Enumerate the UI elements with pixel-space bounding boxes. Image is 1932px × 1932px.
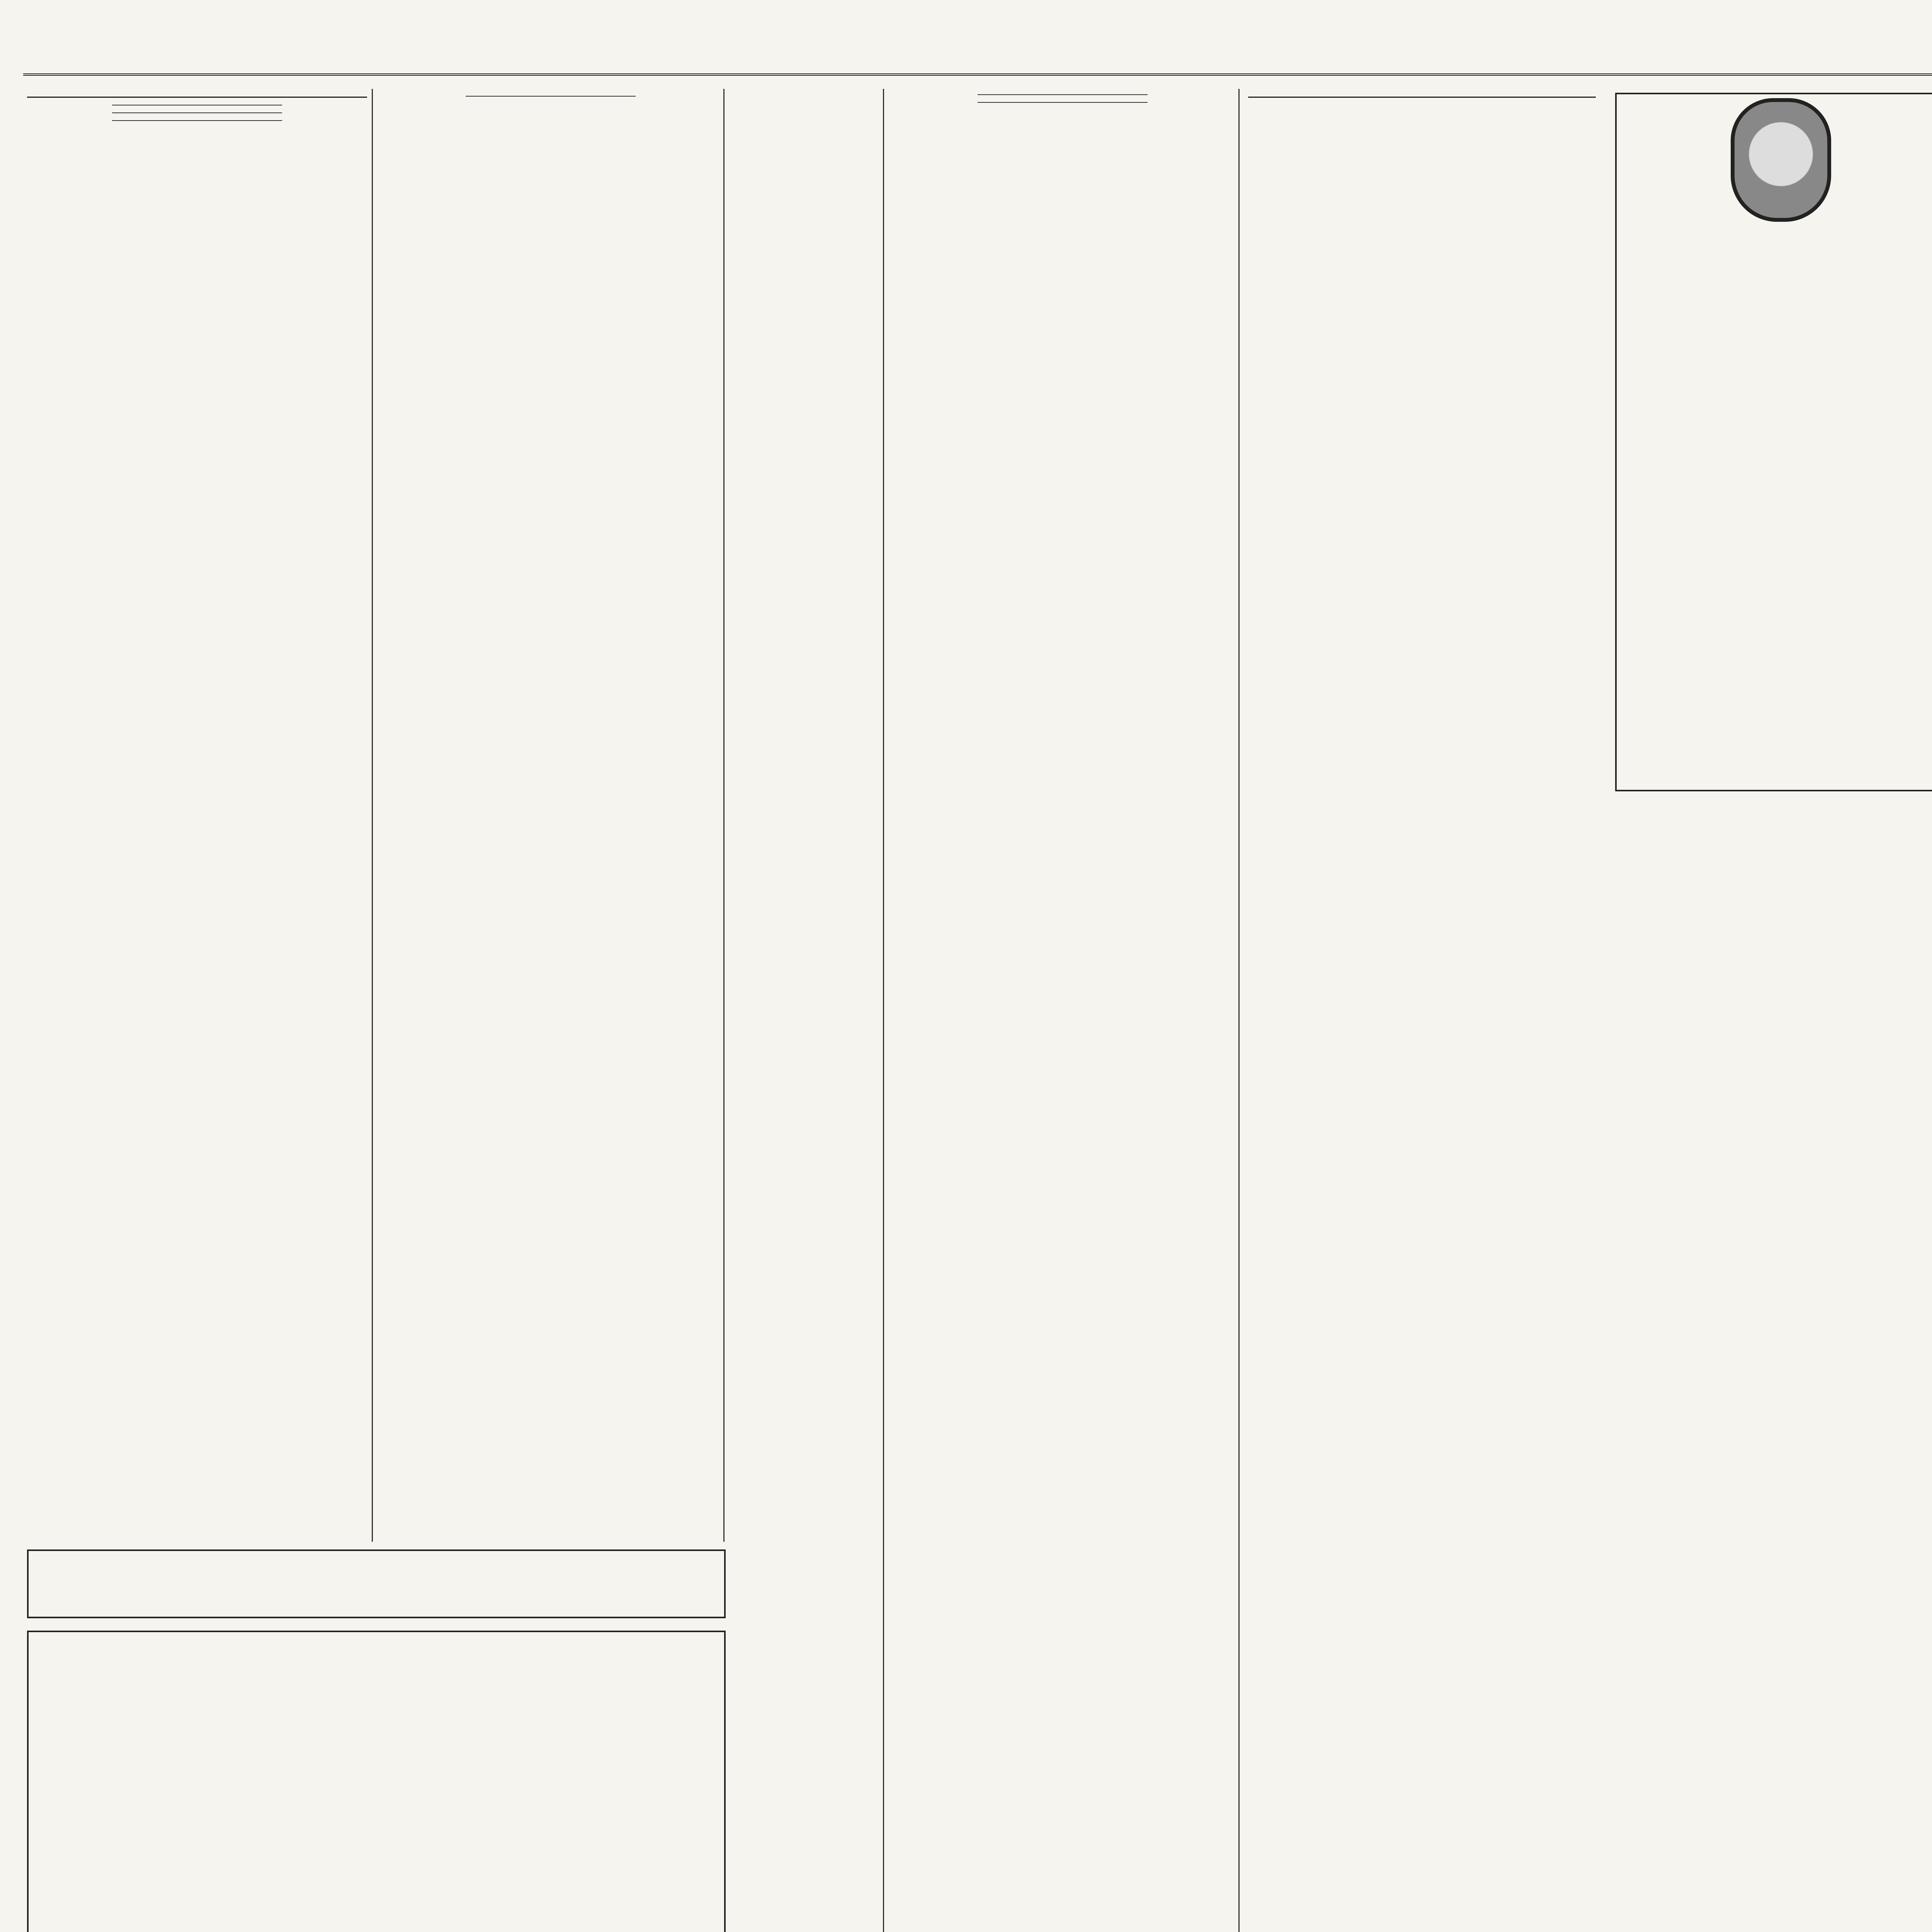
smokers-banner-ad bbox=[27, 1549, 726, 1618]
column-farming bbox=[27, 89, 367, 1542]
column-rule bbox=[883, 89, 884, 1932]
column-rule bbox=[372, 89, 373, 1542]
column-rule bbox=[723, 89, 724, 1542]
column-rule bbox=[1238, 89, 1240, 1932]
section-heading bbox=[27, 93, 367, 98]
masthead bbox=[23, 15, 1932, 76]
divider bbox=[978, 94, 1148, 95]
column-automobile-mail bbox=[893, 89, 1233, 1932]
divider bbox=[978, 102, 1148, 103]
divider bbox=[112, 120, 282, 121]
stewart-dawson-watches-ad bbox=[1615, 93, 1932, 791]
divider bbox=[112, 112, 282, 113]
section-heading bbox=[1248, 93, 1596, 98]
wrist-watch-image bbox=[1731, 98, 1831, 222]
regent-cigarettes-ad bbox=[27, 1631, 726, 1932]
column-shipping-news bbox=[1248, 89, 1596, 1932]
